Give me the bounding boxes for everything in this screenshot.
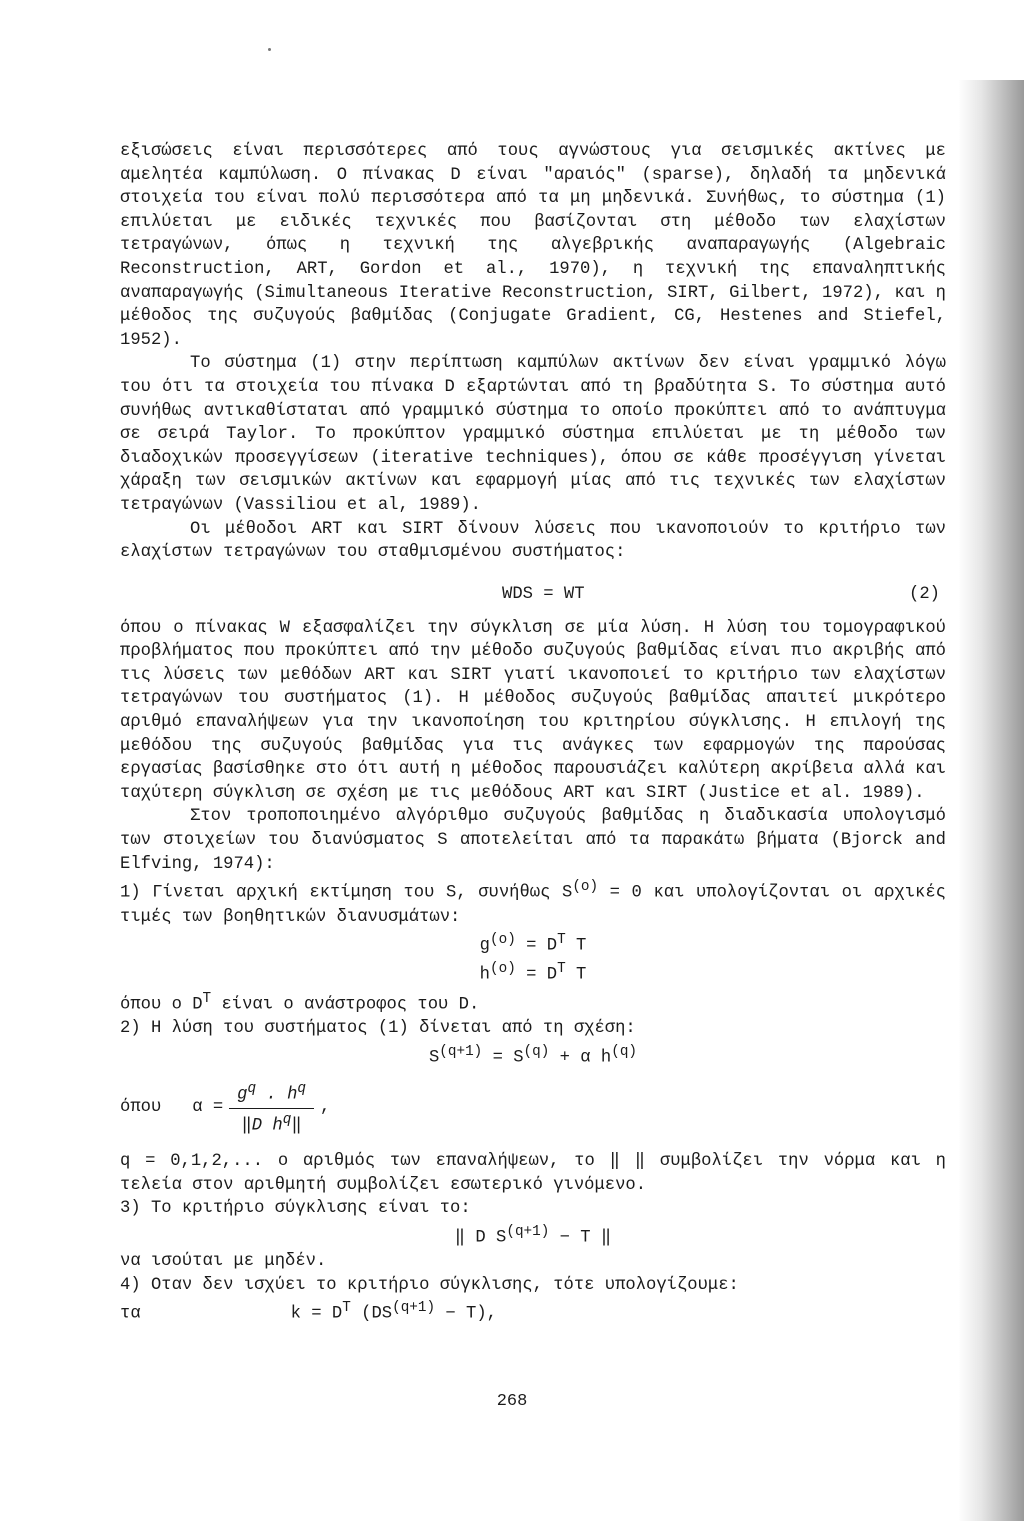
step-3-tail: να ισούται με μηδέν. [120, 1252, 327, 1272]
equation-g0: $g^{(o)} = D^T$ T [479, 932, 587, 956]
document-page [120, 140, 946, 1327]
q-definition: q = 0,1,2,... ο αριθμός των επαναλήψεων, το ‖ ‖ συμβολίζει την νόρμα και η τελεία στον αριθμητή συμβολίζει εσωτερικό γινόμενο. [120, 1152, 946, 1195]
scan-speck [268, 48, 271, 51]
alpha-fraction [229, 1078, 314, 1138]
step-4: 4) Οταν δεν ισχύει το κριτήριο σύγκλισης, τότε υπολογίζουμε: [120, 1275, 739, 1295]
equation-h0: $h^{(o)} = D^T$ T [479, 961, 587, 986]
step-3: 3) Το κριτήριο σύγκλισης είναι το: [120, 1199, 471, 1219]
equation-2 [120, 571, 946, 617]
transpose-note: όπου ο $D^T$ είναι ο ανάστροφος του D. [120, 990, 480, 1015]
alpha-denominator: ‖D $h^q‖$ [241, 1111, 302, 1136]
step-2: 2) Η λύση του συστήματος (1) δίνεται από τη σχέση: [120, 1019, 636, 1039]
paragraph-2: Το σύστημα (1) στην περίπτωση καμπύλων ακτίνων δεν είναι γραμμικό λόγω του ότι τα στοιχεία του πίνακα D εξαρτώνται από τη βραδύτητα S. Το σύστημα αυτό συνήθως αντικαθίσταται από γραμμικό σύστημα το οποίο προκύπτει από το ανάπτυγμα σε σειρά Taylor. Το προκύπτον γραμμικό σύστημα επιλύεται με τη μέθοδο των διαδοχικών προσεγγίσεων (iterative techniques), όπου σε κάθε προσέγγιση γίνεται χάραξη των σεισμικών ακτίνων και εφαρμογή μίας από τις τεχνικές των ελαχίστων τετραγώνων (Vassiliou et al, 1989). [120, 354, 946, 515]
scan-shadow [958, 80, 1024, 1521]
equation-2-number: (2) [909, 584, 940, 604]
step-1: 1) Γίνεται αρχική εκτίμηση του S, συνήθως $S^{(o)} = 0$ και υπολογίζονται οι αρχικές τιμές των βοηθητικών διανυσμάτων: [120, 879, 946, 927]
paragraph-4: όπου ο πίνακας W εξασφαλίζει την σύγκλιση σε μία λύση. Η λύση του τομογραφικού προβλήματος που προκύπτει από την μέθοδο συζυγούς βαθμίδας είναι πιο ακριβής από τις λύσεις των μεθόδων ART και SIRT γιατί ικανοποιεί το κριτήριο των ελαχίστων τετραγώνων του συστήματος (1). Η μέθοδος συζυγούς βαθμίδας απαιτεί μικρότερο αριθμό επαναλήψεων για την ικανοποίηση του κριτηρίου σύγκλισης. Η επιλογή της μεθόδου της συζυγούς βαθμίδας για τις ανάγκες των εφαρμογών της παρούσας εργασίας βασίσθηκε στο ότι αυτή η μέθοδος παρουσιάζει καλύτερη ακρίβεια αλλά και ταχύτερη σύγκλιση σε σχέση με τις μεθόδους ART και SIRT (Justice et al. 1989). [120, 618, 946, 803]
page-number: 268 [496, 1392, 528, 1411]
alpha-formula: όπου α = $\frac{g^q . h^q}{‖D h^q‖}$ , [120, 1076, 946, 1140]
alpha-numerator: $g^q$ . $h^q$ [229, 1078, 314, 1108]
paragraph-5: Στον τροποποιημένο αλγόριθμο συζυγούς βαθμίδας η διαδικασία υπολογισμό των στοιχείων του διανύσματος S αποτελείται από τα παρακάτω βήματα (Bjorck and Elfving, 1974): [120, 807, 946, 874]
paragraph-3: Οι μέθοδοι ART και SIRT δίνουν λύσεις που ικανοποιούν το κριτήριο των ελαχίστων τετραγώνων του σταθμισμένου συστήματος: [120, 519, 946, 563]
convergence-criterion: ‖ D $S^{(q+1)} - T$ ‖ [454, 1223, 612, 1248]
paragraph-1: εξισώσεις είναι περισσότερες από τους αγνώστους για σεισμικές ακτίνες με αμελητέα καμπύλωση. Ο πίνακας D είναι "αραιός" (sparse), δηλαδή τα μηδενικά στοιχεία του είναι πολύ περισσότερα από τα μη μηδενικά. Συνήθως, το σύστημα (1) επιλύεται με ειδικές τεχνικές που βασίζονται στη μέθοδο των ελαχίστων τετραγώνων, όπως η τεχνική της αλγεβρικής αναπαραγωγής (Algebraic Reconstruction, ART, Gordon et al., 1970), η τεχνική της επαναληπτικής αναπαραγωγής (Simultaneous Iterative Reconstruction, SIRT, Gilbert, 1972), και η μέθοδος της συζυγούς βαθμίδας (Conjugate Gradient, CG, Hestenes and Stiefel, 1952). [120, 142, 946, 350]
equation-s-update: $S^{(q+1)} = S^{(q)} + \alpha$ $h^{(q)}$ [428, 1043, 638, 1068]
step-4-formula: τα $k = D^T$ $(DS^{(q+1)} - T)$, [120, 1300, 497, 1325]
equation-2-text: WDS = WT [502, 584, 585, 604]
